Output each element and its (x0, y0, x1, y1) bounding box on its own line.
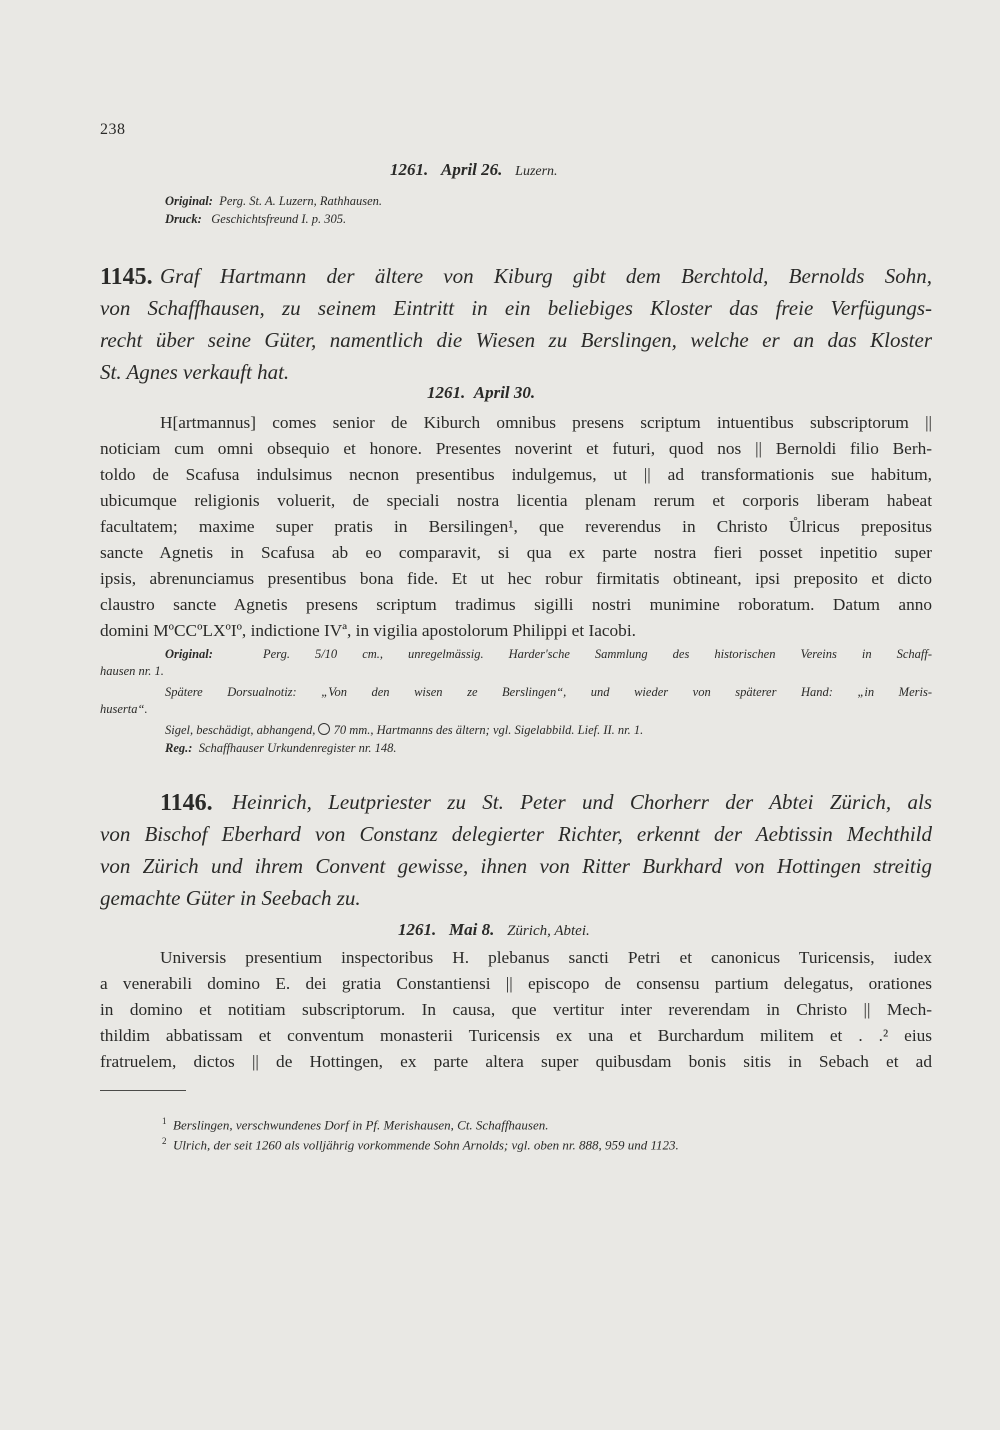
text-1146-line-2: a venerabili domino E. dei gratia Constantiensi || episcopo de consensu partium delegatus, orationes (100, 974, 932, 993)
regest-1145-line-3: recht über seine Güter, namentlich die Wiesen zu Berslingen, welche er an das Kloster (100, 328, 932, 352)
note-dorsual: Spätere Dorsualnotiz: „Von den wisen ze Berslingen“, und wieder von späterer Hand: „in Meris- (165, 685, 932, 699)
text-1145-line-5: facultatem; maxime super pratis in Bersilingen¹, que reverendus in Christo Ůlricus prepositus (100, 517, 932, 536)
regest-1146-line-3: von Zürich und ihrem Convent gewisse, ihnen von Ritter Burkhard von Hottingen streitig (100, 854, 932, 878)
source-original: Original: Perg. St. A. Luzern, Rathhausen. (165, 194, 383, 208)
text-1145-line-7: ipsis, abrenunciamus presentibus bona fide. Et ut hec robur firmitatis obtineant, ipsi preposito et dicto (100, 569, 932, 588)
footnote-2: $^2$ Ulrich, der seit 1260 als volljährig vorkommende Sohn Arnolds; vgl. oben nr. 888, 959 und 1123. (162, 1136, 679, 1153)
note-original-cont: hausen nr. 1. (100, 664, 164, 678)
header-year: 1261. (390, 160, 429, 179)
note-dorsual-cont: huserta“. (100, 702, 148, 716)
note-sigel: Sigel, beschädigt, abhangend, 70 mm., Hartmanns des ältern; vgl. Sigelabbild. Lief. II. nr. 1. (165, 723, 644, 737)
footnote-divider (100, 1090, 186, 1091)
regest-1145-line-1: 1145. Graf Hartmann der ältere von Kiburg gibt dem Berchtold, Bernolds Sohn, (100, 264, 932, 290)
header-date: April 26. (441, 160, 503, 179)
round-seal-icon (318, 723, 330, 735)
document-number-1146: 1146. (160, 790, 213, 816)
text-1145-line-6: sancte Agnetis in Scafusa ab eo comparavit, si qua ex parte nostra fieri posset inpetitio super (100, 543, 932, 562)
note-reg: Reg.: Schaffhauser Urkundenregister nr. 148. (165, 741, 397, 755)
document-number-1145: 1145. (100, 264, 153, 290)
text-1145-line-4: ubicumque religionis voluerit, de speciali nostra licentia plenam rerum et corporis liberam habeat (100, 491, 932, 510)
header-place: Luzern. (515, 164, 558, 179)
text-1145-line-2: noticiam cum omni obsequio et honore. Presentes noverint et futuri, quod nos || Bernoldi filio Berh- (100, 439, 932, 458)
source-druck: Druck: Geschichtsfreund I. p. 305. (165, 212, 347, 226)
text-1145-line-8: claustro sancte Agnetis presens scriptum tradimus sigilli nostri munimine roboratum. Datum anno (100, 595, 932, 614)
regest-1145-line-2: von Schaffhausen, zu seinem Eintritt in ein beliebiges Kloster das freie Verfügungs- (100, 296, 932, 320)
regest-1146-line-2: von Bischof Eberhard von Constanz delegierter Richter, erkennt der Aebtissin Mechthild (100, 822, 932, 846)
page-number: 238 (100, 121, 126, 138)
text-1145-line-9: domini MºCCºLXºIº, indictione IVª, in vigilia apostolorum Philippi et Iacobi. (100, 621, 636, 640)
text-1146-line-4: thildim abbatissam et conventum monasterii Turicensis ex una et Burchardum militem et . .² eius (100, 1026, 932, 1045)
charter-date-1145: 1261. April 30. (427, 383, 536, 402)
regest-1145-line-4: St. Agnes verkauft hat. (100, 360, 290, 384)
text-1146-line-3: in domino et notitiam subscriptorum. In causa, que vertitur inter reverendam in Christo || Mech- (100, 1000, 932, 1019)
date-header-1145-pre (390, 160, 558, 180)
text-1146-line-5: fratruelem, dictos || de Hottingen, ex parte altera super quibusdam bonis sitis in Sebach et ad (100, 1052, 932, 1071)
text-1145-line-3: toldo de Scafusa indulsimus necnon presentibus indulgemus, ut || ad transformationis sue habitum, (100, 465, 932, 484)
footnote-1: $^1$ Berslingen, verschwundenes Dorf in Pf. Merishausen, Ct. Schaffhausen. (162, 1116, 549, 1133)
regest-1146-line-1: 1146. Heinrich, Leutpriester zu St. Peter und Chorherr der Abtei Zürich, als (160, 790, 932, 816)
date-header-1146: 1261. Mai 8. Zürich, Abtei. (398, 920, 590, 939)
text-1146-line-1: Universis presentium inspectoribus H. plebanus sancti Petri et canonicus Turicensis, iudex (160, 948, 932, 967)
note-original: Original: Perg. 5/10 cm., unregelmässig. Harder'sche Sammlung des historischen Vereins in Schaff- (165, 647, 932, 661)
text-1145-line-1: H[artmannus] comes senior de Kiburch omnibus presens scriptum intuentibus subscriptorum || (160, 413, 932, 432)
regest-1146-line-4: gemachte Güter in Seebach zu. (100, 886, 361, 910)
